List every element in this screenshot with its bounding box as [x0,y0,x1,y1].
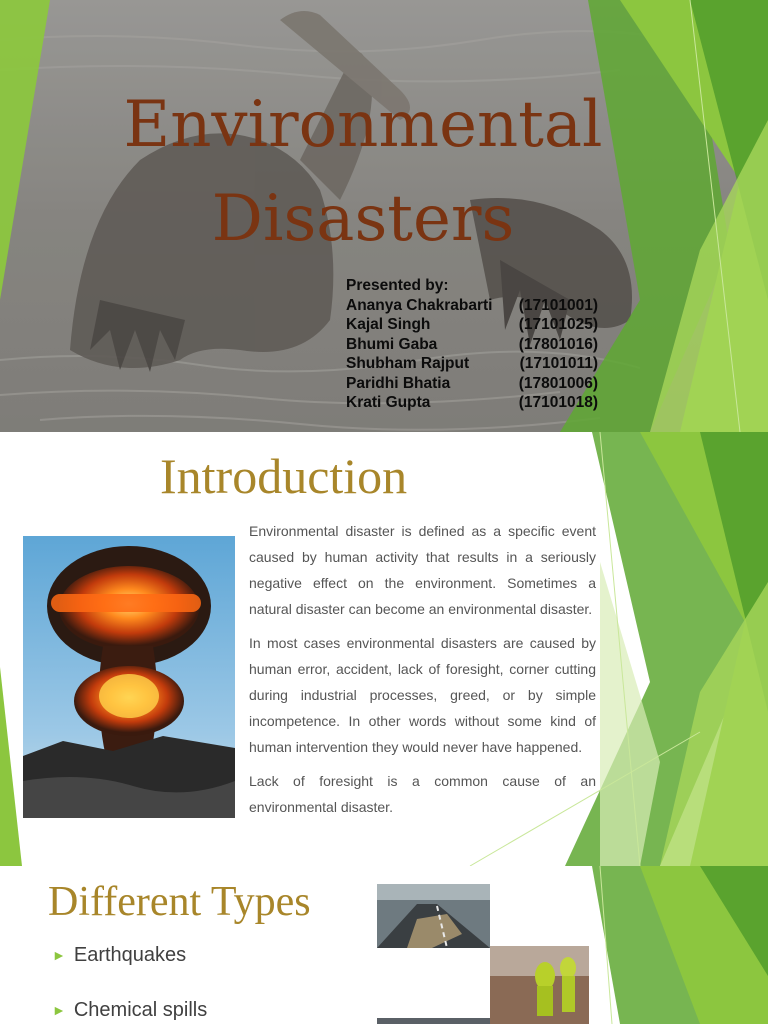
list-item-label: Chemical spills [73,999,208,1021]
presenter-id: (17801006) [518,374,598,392]
nuclear-explosion-image [23,536,235,818]
presenter-id: (17101018) [518,394,598,411]
title-line-2: Disasters [211,182,515,256]
presenter-id: (17101001) [518,296,598,314]
presenter-row [346,354,598,374]
presenter-name: Shubham Rajput [346,355,470,372]
presenter-row [346,296,598,316]
presenter-name: Bhumi Gaba [346,335,438,353]
presenter-list [346,276,598,413]
presenter-row [346,315,598,335]
title-line-1: Environmental [123,88,603,162]
presenter-name: Kajal Singh [346,316,431,333]
title-slide [0,0,768,432]
list-item [52,943,207,967]
bullet-arrow-icon: ► [52,1002,66,1018]
presenter-name: Krati Gupta [346,394,431,411]
presenter-id: (17101011) [519,355,598,372]
slide-heading: Introduction [160,448,408,504]
list-item [52,998,207,1022]
chemical-spill-image [490,946,589,1024]
intro-paragraph: In most cases environmental disasters are caused by human error, accident, lack of foresight, corner cutting during industrial processes, greed, or by simple incompetence. In other words without some kind of human intervention they would never have happened. [249,635,596,755]
intro-paragraph: Environmental disaster is defined as a specific event caused by human activity that results in a seriously negative effect on the environment. Sometimes a natural disaster can become an environmental disaster. [249,523,596,617]
presenter-name: Ananya Chakrabarti [346,296,493,314]
slide-heading: Different Types [48,879,311,925]
intro-body-text [249,518,596,828]
disaster-image-partial [377,1018,490,1024]
presentation-title [0,78,726,266]
presenter-id: (17801016) [518,335,598,353]
presenter-row [346,374,598,394]
introduction-slide [0,432,768,866]
earthquake-road-image [377,884,490,948]
different-types-slide [0,866,768,1024]
intro-paragraph: Lack of foresight is a common cause of an environmental disaster. [249,773,596,815]
presenter-row [346,393,598,413]
bullet-arrow-icon: ► [52,947,66,963]
list-item-label: Earthquakes [73,944,187,966]
presenter-row [346,335,598,355]
presenter-id: (17101025) [518,316,598,333]
presenter-name: Paridhi Bhatia [346,374,451,392]
presented-by-label: Presented by: [346,277,449,294]
disaster-types-list [52,943,207,1024]
